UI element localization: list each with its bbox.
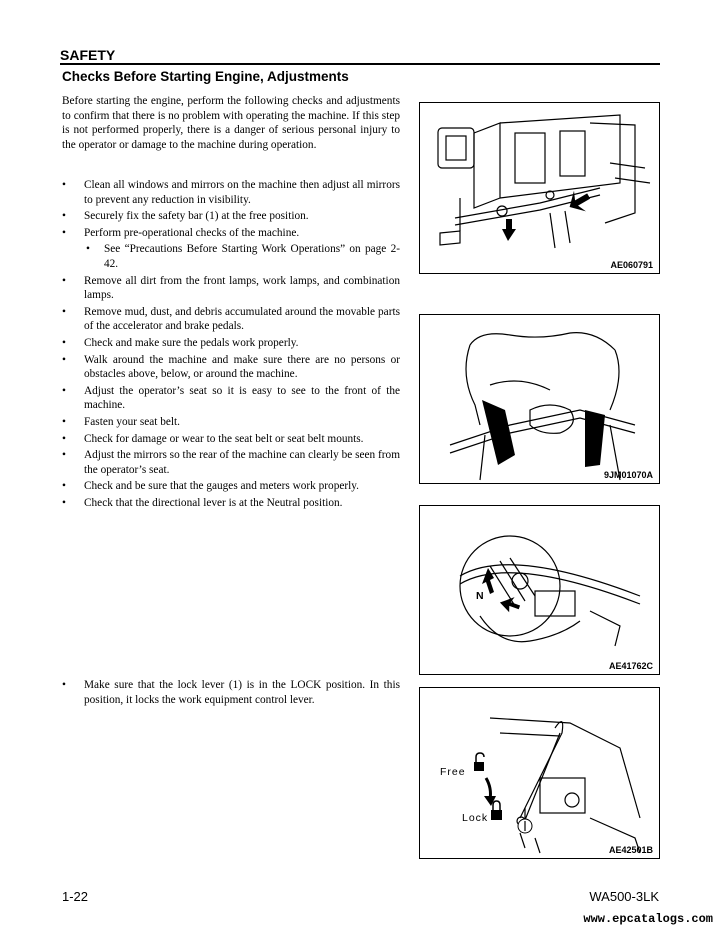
list-item: • Check that the directional lever is at the Neutral position. bbox=[62, 496, 400, 511]
page-number: 1-22 bbox=[62, 889, 89, 904]
checks-list bbox=[62, 178, 400, 512]
section-header: SAFETY bbox=[60, 47, 660, 65]
figure-caption: AE41762C bbox=[608, 661, 653, 671]
list-item: • Securely fix the safety bar (1) at the free position. bbox=[62, 209, 400, 224]
list-item: • Fasten your seat belt. bbox=[62, 415, 400, 430]
model-name: WA500-3LK bbox=[589, 889, 659, 904]
list-item: • Walk around the machine and make sure there are no persons or obstacles above, below, or around the machine. bbox=[62, 353, 400, 382]
figure-caption: AE060791 bbox=[610, 260, 653, 270]
list-item: • Remove mud, dust, and debris accumulated around the movable parts of the accelerator and brake pedals. bbox=[62, 305, 400, 334]
figure-safety-bar bbox=[419, 102, 660, 274]
list-item: • Remove all dirt from the front lamps, work lamps, and combination lamps. bbox=[62, 274, 400, 303]
watermark: www.epcatalogs.com bbox=[583, 912, 713, 926]
intro-paragraph: Before starting the engine, perform the following checks and adjustments to confirm that there is no problem with operating the machine. If this step is not performed properly, there is a danger of serious personal injury to the operator or damage to the machine during operation. bbox=[62, 95, 400, 151]
list-item: • Adjust the mirrors so the rear of the machine can clearly be seen from the operator’s seat. bbox=[62, 448, 400, 477]
page-title: Checks Before Starting Engine, Adjustments bbox=[62, 69, 349, 84]
directional-lever-illustration bbox=[420, 506, 660, 675]
lock-icon bbox=[491, 801, 502, 820]
list-item: • See “Precautions Before Starting Work Operations” on page 2-42. bbox=[62, 242, 400, 271]
neutral-label: N bbox=[476, 590, 485, 602]
lock-label: Lock bbox=[462, 812, 489, 824]
list-item: • Clean all windows and mirrors on the machine then adjust all mirrors to prevent any reduction in visibility. bbox=[62, 178, 400, 207]
figure-lock-lever bbox=[419, 687, 660, 859]
list-item: • Check and make sure the pedals work properly. bbox=[62, 336, 400, 351]
lock-check-list bbox=[62, 678, 400, 707]
safety-bar-illustration bbox=[420, 103, 660, 274]
unlocked-icon bbox=[474, 753, 484, 771]
figure-caption: 9JM01070A bbox=[603, 470, 653, 480]
list-item: • Check for damage or wear to the seat belt or seat belt mounts. bbox=[62, 432, 400, 447]
list-item: • Make sure that the lock lever (1) is in the LOCK position. In this position, it locks the work equipment control lever. bbox=[62, 678, 400, 707]
list-item: • Check and be sure that the gauges and meters work properly. bbox=[62, 479, 400, 494]
seat-belt-illustration bbox=[420, 315, 660, 484]
figure-caption: AE42501B bbox=[608, 845, 653, 855]
figure-directional-lever bbox=[419, 505, 660, 675]
list-item: • Adjust the operator’s seat so it is easy to see to the front of the machine. bbox=[62, 384, 400, 413]
list-item: • Perform pre-operational checks of the machine. bbox=[62, 226, 400, 241]
figure-seat-belt bbox=[419, 314, 660, 484]
free-label: Free bbox=[440, 766, 466, 778]
